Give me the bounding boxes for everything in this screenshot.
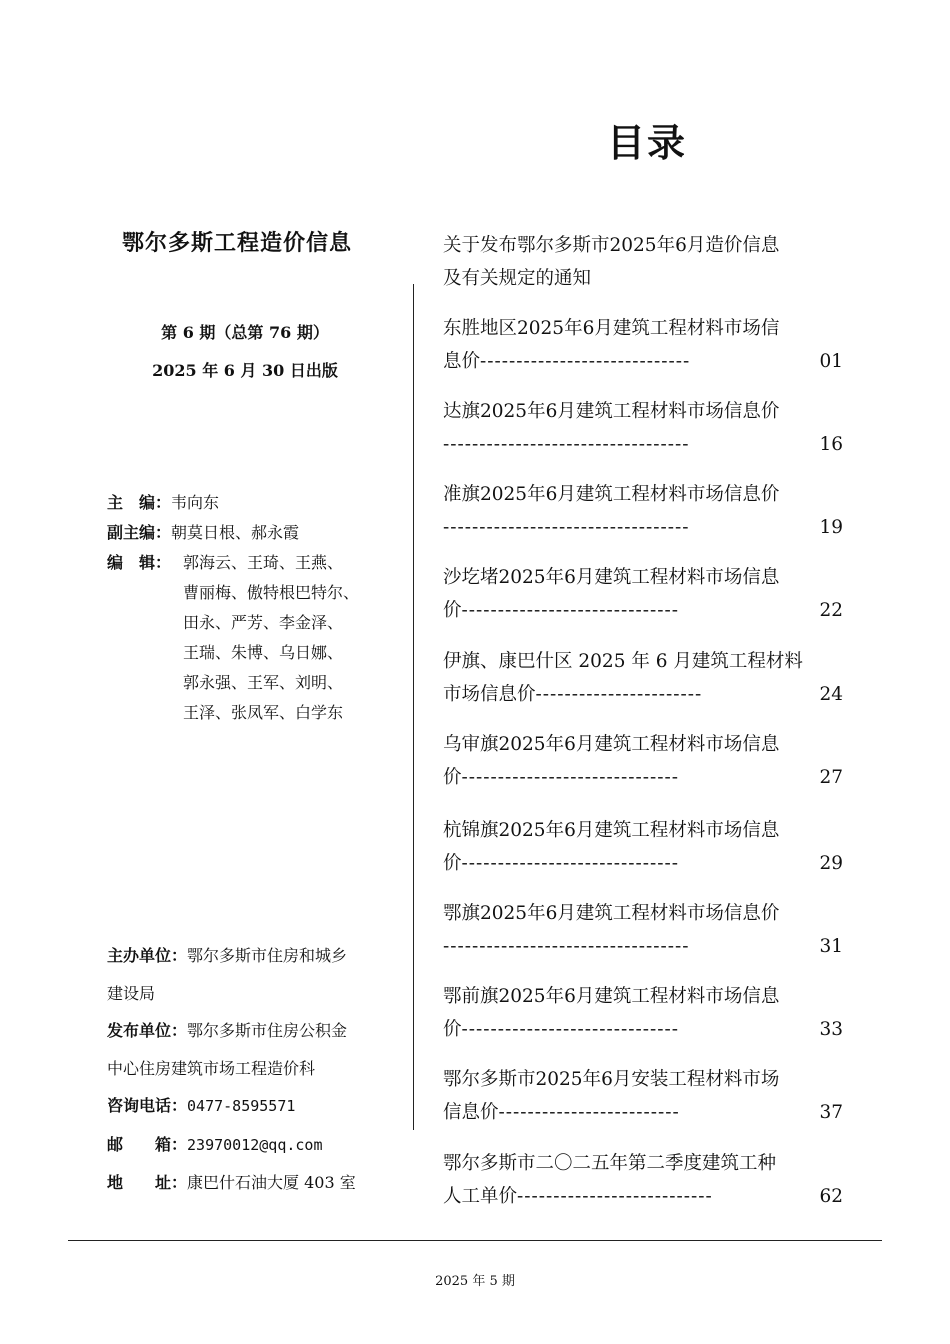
toc-page-number: 33 — [819, 1019, 843, 1040]
email-row — [107, 1126, 397, 1165]
toc-entry-title-cont: 市场信息价 — [443, 684, 536, 705]
deputy-editor-names: 朝莫日根、郝永霞 — [171, 523, 300, 542]
chief-editor-name: 韦向东 — [171, 493, 220, 512]
editors-line: 王泽、张凤军、白学东 — [183, 703, 344, 722]
toc-entry-title-cont: 价 — [443, 600, 462, 621]
publisher-info — [107, 937, 397, 1202]
toc-entry-title: 关于发布鄂尔多斯市2025年6月造价信息 — [443, 235, 780, 256]
phone-label: 咨询电话： — [107, 1096, 188, 1115]
toc-entry[interactable] — [443, 1147, 843, 1213]
toc-entry[interactable] — [443, 1063, 843, 1129]
publisher-continuation: 中心住房建筑市场工程造价科 — [107, 1058, 316, 1078]
toc-entry-title: 达旗2025年6月建筑工程材料市场信息价 — [443, 401, 780, 422]
editors-line: 田永、严芳、李金泽、 — [183, 613, 344, 632]
publisher-value: 鄂尔多斯市住房公积金 — [187, 1021, 348, 1040]
editors-line: 郭海云、王琦、王燕、 — [183, 553, 344, 572]
chief-editor-label: 主 编： — [107, 493, 172, 512]
publisher-label: 发布单位： — [107, 1021, 188, 1040]
deputy-editor-row — [107, 518, 299, 548]
deputy-editor-label: 副主编： — [107, 523, 172, 542]
toc-entry[interactable] — [443, 395, 843, 461]
toc-page-number: 16 — [819, 434, 843, 455]
toc-leader: ------------------------------ — [461, 600, 680, 621]
toc-entry-title-cont: 息价 — [443, 351, 481, 372]
toc-leader: ---------------------------------- — [443, 434, 690, 455]
publication-title: 鄂尔多斯工程造价信息 — [122, 230, 353, 256]
toc-leader: ------------------------------ — [461, 1019, 680, 1040]
toc-entry-title: 沙圪堵2025年6月建筑工程材料市场信息 — [443, 567, 780, 588]
email-value: 23970012@qq.com — [187, 1135, 323, 1154]
footer-text: 2025 年 5 期 — [435, 1274, 515, 1289]
editors-line: 王瑞、朱博、乌日娜、 — [183, 643, 344, 662]
toc-entry-title: 伊旗、康巴什区 2025 年 6 月建筑工程材料 — [443, 651, 803, 672]
toc-leader: ------------------------------ — [461, 853, 680, 874]
editors-line: 曹丽梅、傲特根巴特尔、 — [183, 583, 360, 602]
editors-label-row — [107, 548, 171, 578]
editors-label: 编 辑： — [107, 553, 172, 572]
toc-entry-title: 鄂前旗2025年6月建筑工程材料市场信息 — [443, 986, 780, 1007]
toc-entry-title: 乌审旗2025年6月建筑工程材料市场信息 — [443, 734, 780, 755]
editors-list — [183, 548, 398, 728]
editors-line: 郭永强、王军、刘明、 — [183, 673, 344, 692]
address-row — [107, 1164, 397, 1202]
toc-page-number: 37 — [819, 1102, 843, 1123]
toc-entry[interactable] — [443, 312, 843, 378]
toc-entry[interactable] — [443, 897, 843, 963]
toc-entry-title: 东胜地区2025年6月建筑工程材料市场信 — [443, 318, 780, 339]
toc-leader: ---------------------------------- — [443, 936, 690, 957]
host-continuation: 建设局 — [107, 983, 156, 1003]
host-value: 鄂尔多斯市住房和城乡 — [187, 946, 348, 965]
toc-entry-title-cont: 价 — [443, 1019, 462, 1040]
toc-entry-title-cont: 人工单价 — [443, 1186, 518, 1207]
toc-entry[interactable] — [443, 478, 843, 544]
toc-leader: ------------------------- — [498, 1102, 680, 1123]
toc-title: 目录 — [607, 121, 688, 165]
email-label: 邮 箱： — [107, 1134, 188, 1154]
phone-row — [107, 1087, 397, 1126]
toc-leader: --------------------------- — [517, 1186, 713, 1207]
toc-entry-title: 鄂尔多斯市二〇二五年第二季度建筑工种 — [443, 1153, 777, 1174]
toc-entry[interactable] — [443, 980, 843, 1046]
toc-page-number: 01 — [819, 351, 843, 372]
address-value: 康巴什石油大厦 403 室 — [187, 1173, 356, 1192]
toc-entry-title-cont: 及有关规定的通知 — [443, 268, 592, 289]
toc-entry-title: 杭锦旗2025年6月建筑工程材料市场信息 — [443, 820, 780, 841]
address-label: 地 址： — [107, 1173, 188, 1192]
footer-rule — [68, 1240, 882, 1241]
toc-entry[interactable] — [443, 561, 843, 627]
toc-page-number: 31 — [819, 936, 843, 957]
toc-entry-title: 鄂旗2025年6月建筑工程材料市场信息价 — [443, 903, 780, 924]
toc-entry[interactable] — [443, 229, 843, 295]
publisher-row — [107, 1012, 397, 1050]
host-row — [107, 937, 397, 975]
toc-entry[interactable] — [443, 645, 843, 711]
toc-entry-title: 准旗2025年6月建筑工程材料市场信息价 — [443, 484, 780, 505]
toc-page-number: 29 — [819, 853, 843, 874]
toc-entry-title: 鄂尔多斯市2025年6月安装工程材料市场 — [443, 1069, 780, 1090]
toc-leader: ------------------------------ — [461, 767, 680, 788]
toc-leader: ---------------------------------- — [443, 517, 690, 538]
toc-page-number: 22 — [819, 600, 843, 621]
toc-page-number: 24 — [819, 684, 843, 705]
toc-entry[interactable] — [443, 728, 843, 794]
column-divider — [413, 284, 414, 1130]
toc-page-number: 62 — [819, 1186, 843, 1207]
toc-page-number: 27 — [819, 767, 843, 788]
toc-entry[interactable] — [443, 814, 843, 880]
publication-date: 2025 年 6 月 30 日出版 — [152, 361, 338, 380]
toc-leader: ----------------------------- — [480, 351, 691, 372]
chief-editor-row — [107, 488, 219, 518]
issue-number: 第 6 期（总第 76 期） — [161, 323, 329, 342]
phone-value: 0477-8595571 — [187, 1097, 296, 1115]
toc-page-number: 19 — [819, 517, 843, 538]
toc-entry-title-cont: 价 — [443, 767, 462, 788]
toc-entry-title-cont: 价 — [443, 853, 462, 874]
toc-leader: ----------------------- — [535, 684, 703, 705]
toc-entry-title-cont: 信息价 — [443, 1102, 499, 1123]
host-label: 主办单位： — [107, 946, 188, 965]
